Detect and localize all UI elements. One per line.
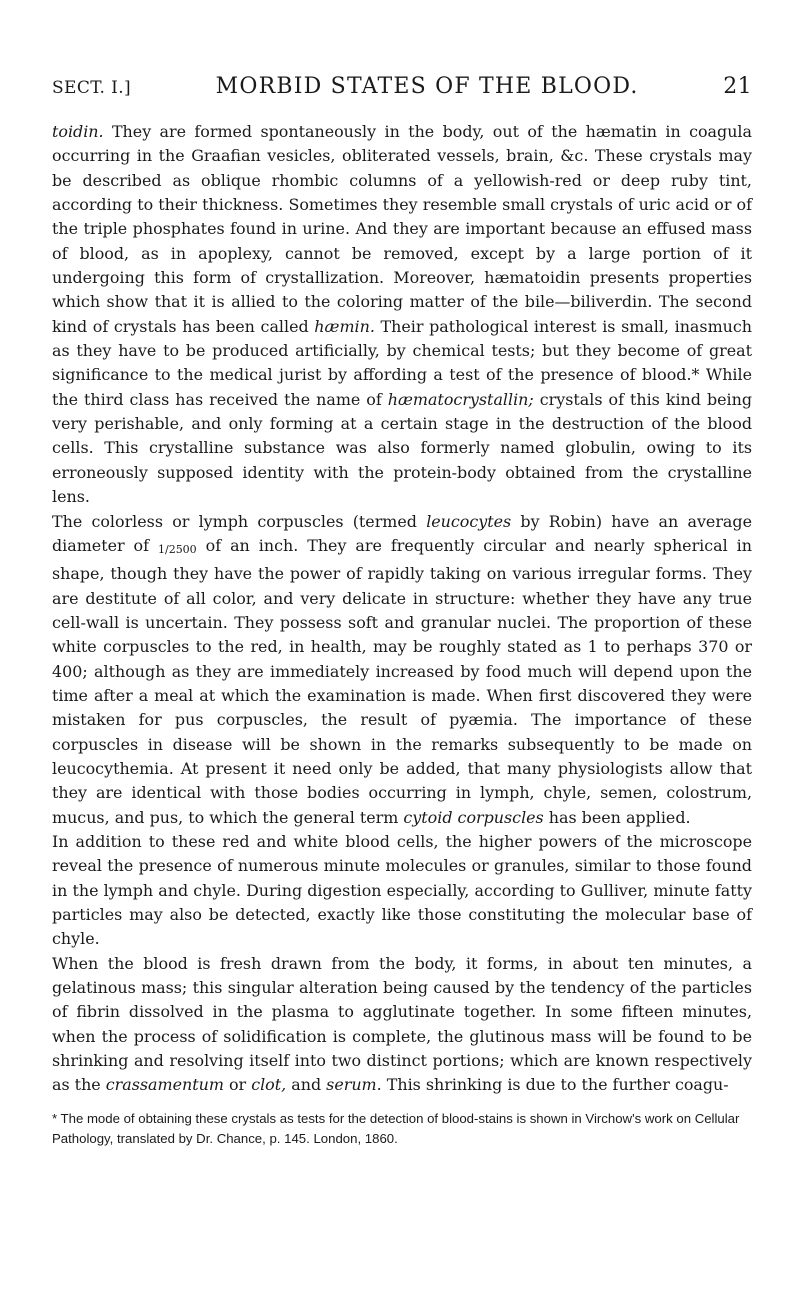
italic-term: crassamentum [105,1075,224,1095]
text-run: or [223,1075,252,1095]
italic-term: cytoid corpuscles [403,807,544,827]
paragraph [52,120,752,510]
paragraph [52,510,752,830]
italic-term: hæmatocrystallin; [387,389,534,409]
fraction: 1/2500 [157,542,197,556]
italic-term: clot, [251,1075,287,1095]
text-run: The colorless or lymph corpuscles (termed [52,511,427,531]
italic-term: leucocytes [426,511,512,531]
italic-term: serum. [326,1075,382,1095]
text-run: crystals of this kind being very perishable, and only forming at a certain stage in the destruction of the blood cells. This crystalline substance was also formerly named globulin, owing to its erroneously supposed identity with the protein-body obtained from the crystalline lens. [52,389,753,507]
page-number: 21 [723,74,752,99]
footnote-divider [52,1104,752,1105]
text-run: Their pathological interest is small, inasmuch as they have to be produced artificially, by chemical tests; but they become of great significance to the medical jurist by affording a test of the presence of blood.* While the third class has received the name of [52,316,752,409]
italic-term: toidin. [52,122,104,141]
text-run: has been applied. [543,807,691,827]
text-run: and [286,1075,327,1095]
text-run: This shrinking is due to the further coagu- [381,1075,729,1095]
text-run: When the blood is fresh drawn from the body, it forms, in about ten minutes, a gelatinous mass; this singular alteration being caused by the tendency of the particles of fibrin dissolved in the plasma to agglutinate together. In some fifteen minutes, when the process of solidification is complete, the glutinous mass will be found to be shrinking and resolving itself into two distinct portions; which are known respectively as the [52,953,752,1095]
section-label: SECT. I.] [52,78,132,98]
body-text [52,120,752,1098]
text-run: They are formed spontaneously in the body, out of the hæmatin in coagula occurring in the Graafian vesicles, obliterated vessels, brain, &c. These crystals may be described as oblique rhombic columns of a yellowish-red or deep ruby tint, according to their thickness. Sometimes they resemble small crystals of uric acid or of the triple phosphates found in urine. And they are important because an effused mass of blood, as in apoplexy, cannot be removed, except by a large portion of it undergoing this form of crystallization. Moreover, hæmatoidin presents properties which show that it is allied to the coloring matter of the bile—biliverdin. The second kind of crystals has been called [52,122,752,336]
footnote: * The mode of obtaining these crystals as tests for the detection of blood-stains is shown in Virchow's work on Cellular Pathology, translated by Dr. Chance, p. 145. London, 1860. [52,1110,740,1146]
text-run: by Robin) have an average diameter of [52,511,752,555]
chapter-title: MORBID STATES OF THE BLOOD. [215,74,639,99]
paragraph [52,830,752,952]
paragraph [52,952,752,1098]
text-run: In addition to these red and white blood cells, the higher powers of the microscope reveal the presence of numerous minute molecules or granules, similar to those found in the lymph and chyle. During digestion especially, according to Gulliver, minute fatty particles may also be detected, exactly like those constituting the molecular base of chyle. [52,831,752,949]
running-head [52,74,752,99]
italic-term: hæmin. [314,316,375,336]
book-page [52,74,752,1149]
text-run: of an inch. They are frequently circular and nearly spherical in shape, though they have the power of rapidly taking on various irregular forms. They are destitute of all color, and very delicate in structure: whether they have any true cell-wall is uncertain. They possess soft and granular nuclei. The proportion of these white corpuscles to the red, in health, may be roughly stated as 1 to perhaps 370 or 400; although as they are immediately increased by food much will depend upon the time after a meal at which the examination is made. When first discovered they were mistaken for pus corpuscles, the result of pyæmia. The importance of these corpuscles in disease will be shown in the remarks subsequently to be made on leucocythemia. At present it need only be added, that many physiologists allow that they are identical with those bodies occurring in lymph, chyle, semen, colostrum, mucus, and pus, to which the general term [52,535,752,827]
